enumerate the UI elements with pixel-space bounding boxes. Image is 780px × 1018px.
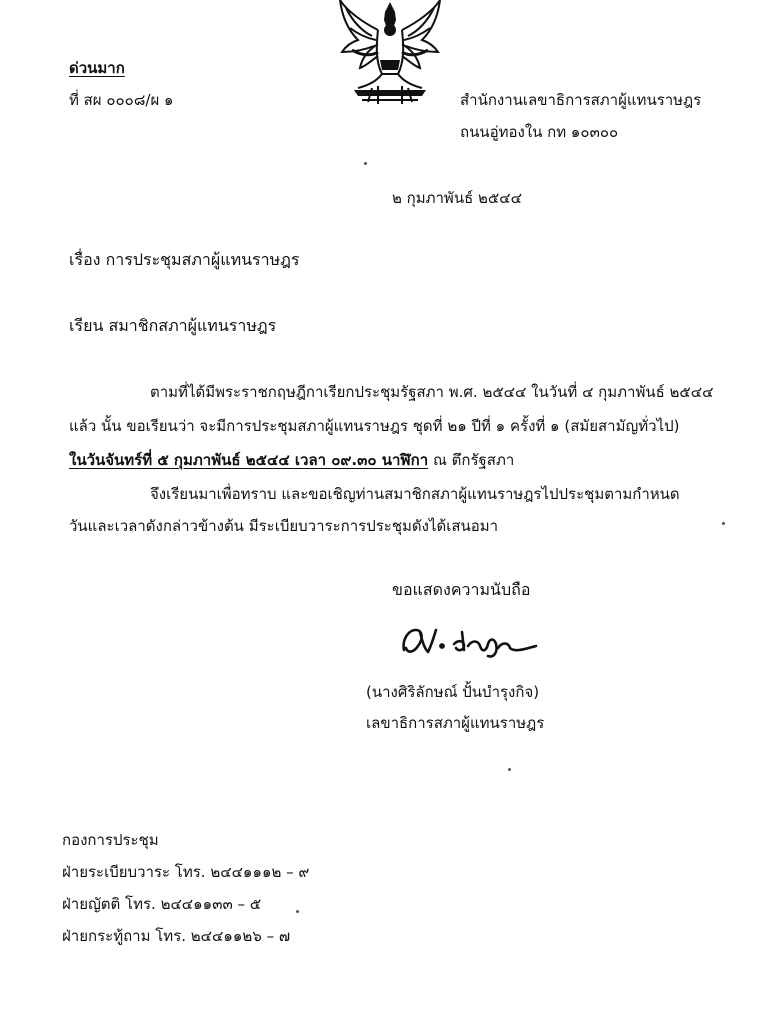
signer-name: (นางศิริลักษณ์ ปั้นบำรุงกิจ) [366, 683, 540, 701]
office-address: ถนนอู่ทองใน กท ๑๐๓๐๐ [460, 123, 619, 141]
reference-number: ที่ สผ ๐๐๐๘/ผ ๑ [69, 91, 174, 109]
footer-division: กองการประชุม [62, 831, 159, 849]
scan-speck [296, 910, 299, 913]
addressee-line: เรียน สมาชิกสภาผู้แทนราษฎร [69, 316, 277, 335]
scan-speck [508, 768, 511, 771]
garuda-emblem-icon [332, 0, 448, 112]
urgency-label: ด่วนมาก [69, 59, 125, 77]
footer-contact-questions: ฝ่ายกระทู้ถาม โทร. ๒๔๔๑๑๒๖ – ๗ [62, 927, 291, 945]
issuing-office: สำนักงานเลขาธิการสภาผู้แทนราษฎร [460, 91, 702, 109]
body-paragraph-2-line-1: จึงเรียนมาเพื่อทราบ และขอเชิญท่านสมาชิกสภาผู้แทนราษฎรไปประชุมตามกำหนด [150, 485, 680, 503]
signature-image [398, 622, 540, 660]
body-paragraph-1-line-1: ตามที่ได้มีพระราชกฤษฎีกาเรียกประชุมรัฐสภา พ.ศ. ๒๕๔๔ ในวันที่ ๔ กุมภาพันธ์ ๒๕๔๔ [150, 383, 714, 401]
footer-contact-agenda: ฝ่ายระเบียบวาระ โทร. ๒๔๔๑๑๑๒ – ๙ [62, 863, 310, 881]
closing-phrase: ขอแสดงความนับถือ [392, 580, 531, 599]
letter-date: ๒ กุมภาพันธ์ ๒๕๔๔ [392, 189, 522, 207]
footer-contact-motions: ฝ่ายญัตติ โทร. ๒๔๔๑๑๓๓ – ๕ [62, 895, 262, 913]
body-paragraph-1-line-2: แล้ว นั้น ขอเรียนว่า จะมีการประชุมสภาผู้แทนราษฎร ชุดที่ ๒๑ ปีที่ ๑ ครั้งที่ ๑ (สมัยสามัญทั่วไป) [69, 417, 680, 435]
meeting-datetime: ในวันจันทร์ที่ ๕ กุมภาพันธ์ ๒๕๔๔ เวลา ๐๙.๓๐ นาฬิกา [69, 451, 429, 469]
scan-speck [722, 522, 725, 525]
body-paragraph-2-line-2: วันและเวลาดังกล่าวข้างต้น มีระเบียบวาระการประชุมดังได้เสนอมา [69, 517, 499, 535]
subject-line: เรื่อง การประชุมสภาผู้แทนราษฎร [69, 250, 300, 269]
body-paragraph-1-line-3 [69, 448, 514, 472]
meeting-venue: ณ ตึกรัฐสภา [428, 451, 515, 469]
scan-speck [364, 162, 367, 165]
signer-title: เลขาธิการสภาผู้แทนราษฎร [366, 714, 545, 732]
